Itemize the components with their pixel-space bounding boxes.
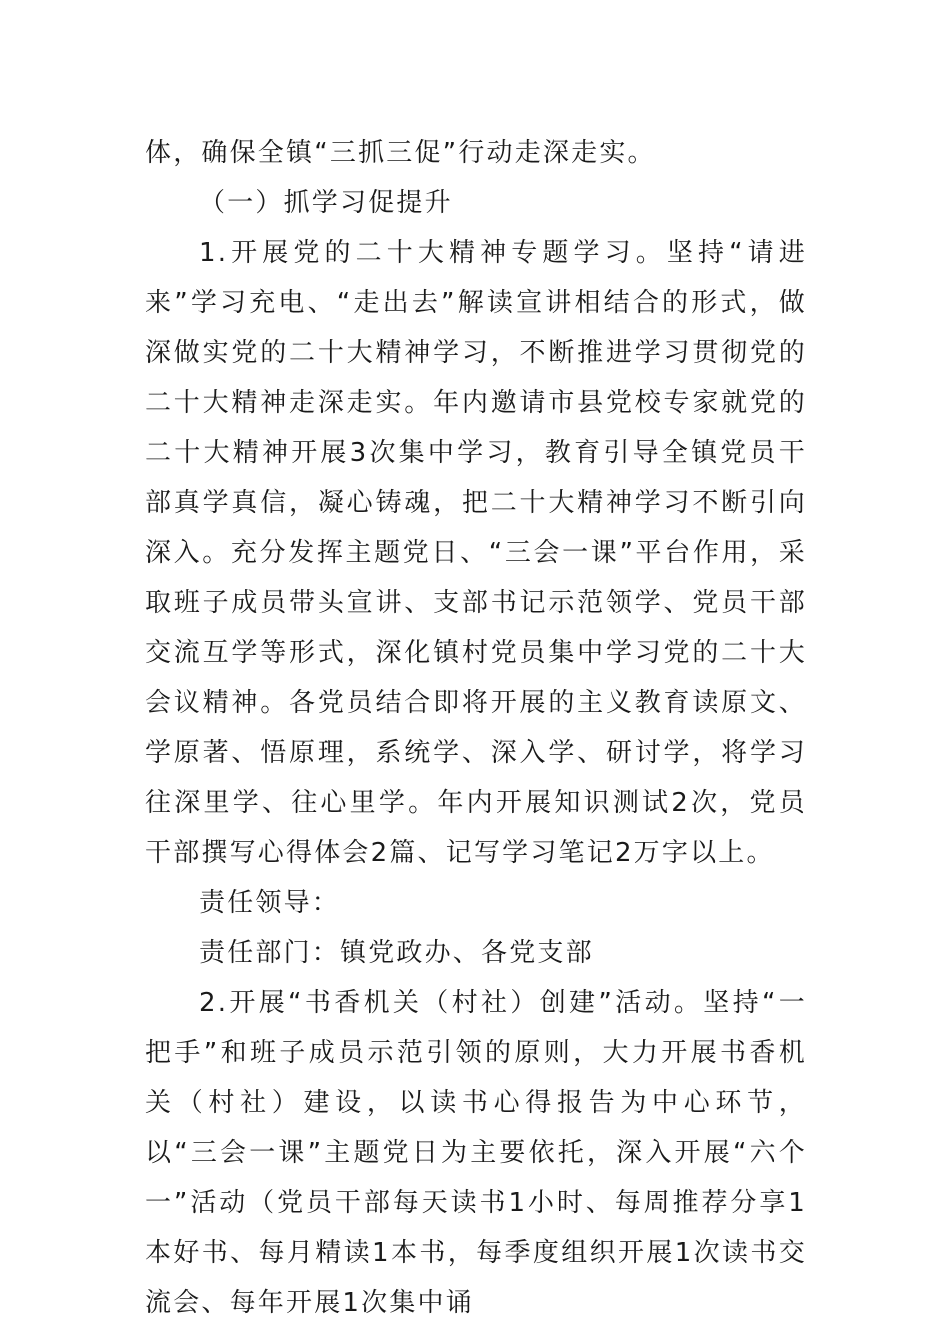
paragraph-continuation: 体，确保全镇“三抓三促”行动走深走实。: [145, 138, 656, 168]
paragraph-study-item-1: 1.开展党的二十大精神专题学习。坚持“请进来”学习充电、“走出去”解读宣讲相结合的形式，做深做实党的二十大精神学习，不断推进学习贯彻党的二十大精神走深走实。年内邀请市县党校专家就党的二十大精神开展3次集中学习，教育引导全镇党员干部真学真信，凝心铸魂，把二十大精神学习不断引向深入。充分发挥主题党日、“三会一课”平台作用，采取班子成员带头宣讲、支部书记示范领学、党员干部交流互学等形式，深化镇村党员集中学习党的二十大会议精神。各党员结合即将开展的主义教育读原文、学原著、悟原理，系统学、深入学、研讨学，将学习往深里学、往心里学。年内开展知识测试2次，党员干部撰写心得体会2篇、记写学习笔记2万字以上。: [145, 238, 807, 868]
document-body: [145, 128, 807, 1328]
responsible-department-line: 责任部门：镇党政办、各党支部: [199, 938, 594, 968]
responsible-leader-line: 责任领导：: [199, 888, 341, 918]
paragraph-study-item-2: 2.开展“书香机关（村社）创建”活动。坚持“一把手”和班子成员示范引领的原则，大力开展书香机关（村社）建设，以读书心得报告为中心环节，以“三会一课”主题党日为主要依托，深入开展“六个一”活动（党员干部每天读书1小时、每周推荐分享1本好书、每月精读1本书，每季度组织开展1次读书交流会、每年开展1次集中诵: [145, 988, 807, 1318]
section-heading: （一）抓学习促提升: [199, 188, 453, 218]
